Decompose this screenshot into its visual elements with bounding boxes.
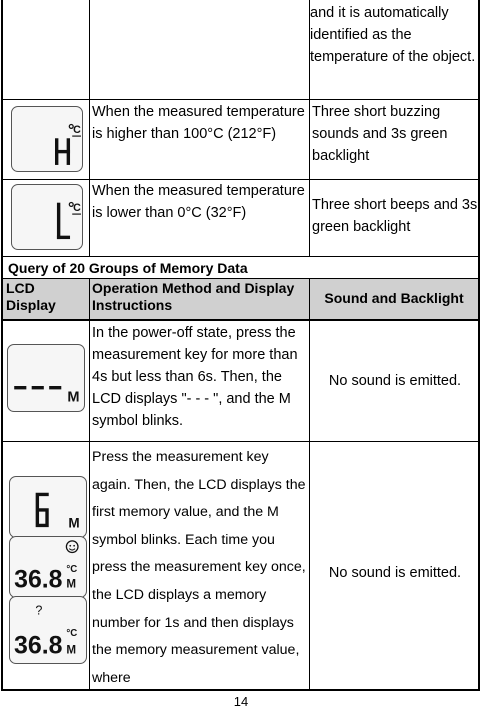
svg-text:36.8: 36.8 [14,631,63,660]
svg-text:C: C [73,124,81,137]
lcd-dashes-M-icon [7,344,85,412]
rowB-sound: No sound is emitted. [328,565,462,581]
row0-response: and it is automatically identified as the temperature of the object. [310,5,476,65]
header-operation-method: Operation Method and Display Instructions [92,280,295,313]
svg-text:M: M [66,643,77,657]
row-divider [3,319,478,321]
svg-text:M: M [66,577,77,591]
lcd-memory-6-M-icon [9,476,87,538]
header-sound-backlight: Sound and Backlight [324,290,464,306]
section-title: Query of 20 Groups of Memory Data [8,260,248,276]
col-divider [89,0,90,256]
svg-text:C: C [73,202,81,215]
lcd-36.8-question-M-icon [9,596,87,664]
page-number: 14 [233,694,249,709]
row-divider [3,441,478,442]
lcd-low-temp-L-icon [11,184,83,250]
svg-text:?: ? [35,603,43,618]
row2-response: Three short beeps and 3s green backlight [312,197,478,235]
lcd-36.8-smile-M-icon [9,536,87,598]
svg-text:M: M [68,515,80,531]
svg-text:°C: °C [66,627,78,639]
svg-text:°C: °C [66,563,78,575]
row-divider [3,278,478,279]
col-divider [89,278,90,691]
lcd-high-temp-H-icon [11,106,83,172]
row-divider [3,256,478,257]
row1-response: Three short buzzing sounds and 3s green backlight [312,104,448,164]
svg-text:36.8: 36.8 [14,565,63,594]
rowB-instructions: Press the measurement key again. Then, the LCD displays the first memory value, and the M symbol blinks. Each time you press the measurement key once, the LCD displays a memory number for 1s and then displays the memory measurement value, where [92,449,306,686]
rowA-sound: No sound is emitted. [328,373,462,389]
table-frame [1,0,480,691]
row2-condition: When the measured temperature is lower than 0°C (32°F) [92,183,305,221]
row-divider [3,99,478,100]
svg-text:M: M [67,389,80,406]
header-lcd-display: LCD Display [6,280,56,313]
rowA-instructions: In the power-off state, press the measurement key for more than 4s but less than 6s. Then, the LCD displays "- - - ", and the M symbol blinks. [92,325,298,429]
row1-condition: When the measured temperature is higher than 100°C (212°F) [92,104,305,142]
